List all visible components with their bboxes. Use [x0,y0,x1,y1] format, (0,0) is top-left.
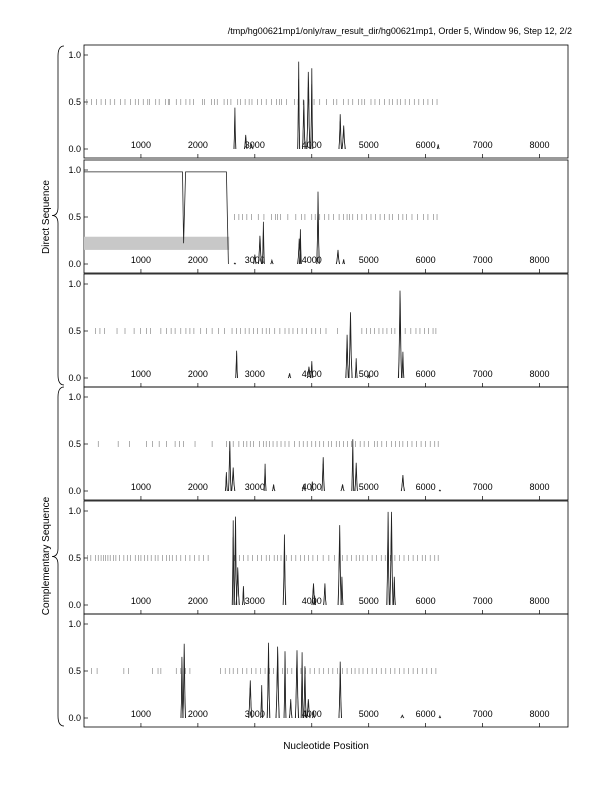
x-axis-label: Nucleotide Position [283,741,369,752]
y-tick-label: 0.5 [68,553,81,563]
y-tick-label: 0.5 [68,97,81,107]
x-tick-label: 4000 [301,369,322,379]
peak-trace [387,531,389,605]
x-tick-label: 6000 [415,596,436,606]
x-tick-label: 6000 [415,482,436,492]
panel-frame [84,501,568,614]
x-tick-label: 8000 [529,709,550,719]
peak-trace [324,588,326,605]
x-tick-label: 1000 [130,596,151,606]
y-tick-label: 0.0 [68,713,81,723]
x-tick-label: 5000 [358,255,379,265]
peak-trace [183,659,185,718]
peak-trace [283,549,285,605]
panel-frame [84,614,568,727]
y-tick-label: 1.0 [68,279,81,289]
x-tick-label: 4000 [301,709,322,719]
x-tick-label: 1000 [130,709,151,719]
panel-frame [84,45,568,158]
x-tick-label: 4000 [301,140,322,150]
x-tick-label: 8000 [529,140,550,150]
panel-3 [68,274,568,387]
peak-trace [267,658,269,718]
peak-trace [289,374,291,378]
panel-6 [68,614,568,727]
peak-trace [273,486,275,491]
y-tick-label: 1.0 [68,50,81,60]
x-tick-label: 2000 [187,369,208,379]
x-tick-label: 4000 [301,255,322,265]
brace-complementary [52,387,64,726]
x-tick-label: 4000 [301,482,322,492]
x-tick-label: 1000 [130,255,151,265]
y-tick-label: 1.0 [68,165,81,175]
x-tick-label: 8000 [529,596,550,606]
panel-frame [84,160,568,273]
x-tick-label: 6000 [415,369,436,379]
x-tick-label: 2000 [187,140,208,150]
x-tick-label: 5000 [358,709,379,719]
x-tick-label: 7000 [472,255,493,265]
x-tick-label: 7000 [472,140,493,150]
x-tick-label: 5000 [358,369,379,379]
x-tick-label: 7000 [472,369,493,379]
x-tick-label: 8000 [529,369,550,379]
peak-trace [234,534,236,605]
peak-trace [229,451,231,491]
peak-trace [346,343,348,378]
panel-1 [68,45,568,158]
group-label-direct: Direct Sequence [41,180,52,254]
x-tick-label: 1000 [130,482,151,492]
x-tick-label: 6000 [415,255,436,265]
x-tick-label: 7000 [472,482,493,492]
x-tick-label: 2000 [187,596,208,606]
x-tick-label: 1000 [130,140,151,150]
peak-trace [290,703,292,718]
y-tick-label: 0.5 [68,326,81,336]
x-tick-label: 4000 [301,596,322,606]
brace-direct [52,46,64,385]
x-tick-label: 8000 [529,255,550,265]
x-tick-label: 3000 [244,140,265,150]
x-tick-label: 8000 [529,482,550,492]
x-tick-label: 6000 [415,709,436,719]
panel-frame [84,387,568,500]
y-tick-label: 0.0 [68,373,81,383]
y-tick-label: 0.5 [68,439,81,449]
x-tick-label: 5000 [358,596,379,606]
y-tick-label: 1.0 [68,392,81,402]
peak-trace [339,673,341,718]
x-tick-label: 5000 [358,482,379,492]
y-tick-label: 1.0 [68,506,81,516]
x-tick-label: 5000 [358,140,379,150]
x-tick-label: 2000 [187,255,208,265]
x-tick-label: 3000 [244,369,265,379]
highlight-band [84,237,229,250]
group-label-complementary: Complementary Sequence [41,496,52,616]
x-tick-label: 6000 [415,140,436,150]
y-tick-label: 0.0 [68,486,81,496]
panel-2 [68,160,568,273]
x-tick-label: 7000 [472,709,493,719]
x-tick-label: 2000 [187,482,208,492]
y-tick-label: 0.0 [68,144,81,154]
y-tick-label: 0.5 [68,212,81,222]
y-tick-label: 0.0 [68,600,81,610]
x-tick-label: 3000 [244,709,265,719]
peak-trace [355,468,357,491]
y-tick-label: 1.0 [68,619,81,629]
peak-trace [271,261,273,264]
x-tick-label: 3000 [244,596,265,606]
x-tick-label: 7000 [472,596,493,606]
x-tick-label: 2000 [187,709,208,719]
y-tick-label: 0.5 [68,666,81,676]
peak-trace [339,121,341,149]
window-trace [84,172,228,264]
page-header: /tmp/hg00621mp1/only/raw_result_dir/hg00621mp1, Order 5, Window 96, Step 12, 2/2 [227,26,572,36]
y-tick-label: 0.0 [68,259,81,269]
x-tick-label: 3000 [244,255,265,265]
panel-4 [68,387,568,500]
panel-5 [68,501,568,614]
x-tick-label: 3000 [244,482,265,492]
x-tick-label: 1000 [130,369,151,379]
